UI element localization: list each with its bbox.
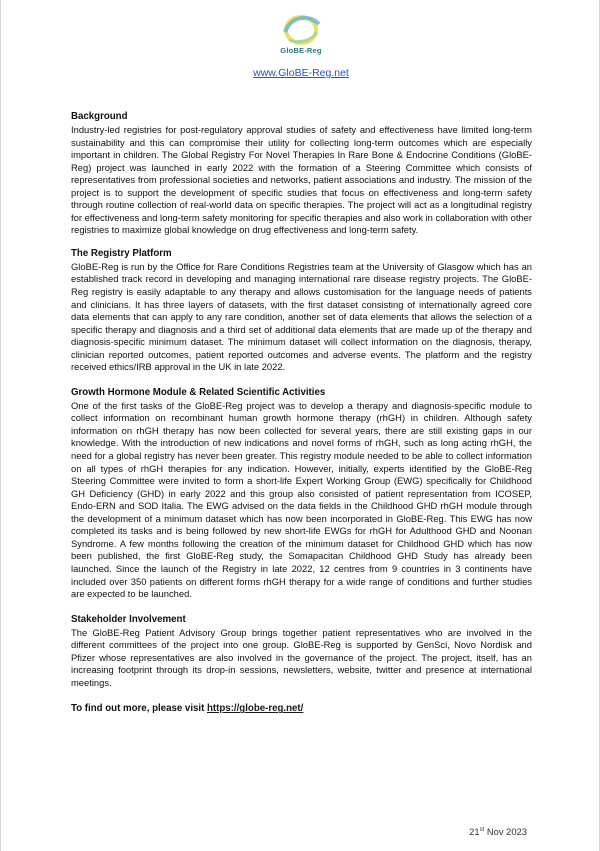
section-body: GloBE-Reg is run by the Office for Rare Conditions Registries team at the University of Glasgow which has an established track record in developing and managing international rare disease registry projects. The GloBE-Reg registry is easily adaptable to any therapy and allows customisation for the language needs of patients and clinicians. It has three layers of datasets, with the first dataset consisting of internationally agreed core data elements that can apply to any rare condition, another set of data elements that allows the selection of a specific therapy and diagnosis and a third set of additional data elements that are made up of the therapy and diagnosis-specific minimum dataset. The minimum dataset will collect information on the diagnosis, therapy, clinician reported outcomes, patient reported outcomes and adverse events. The platform and the registry received ethics/IRB approval in the UK in late 2022. (71, 260, 532, 373)
logo-text: GloBE-Reg (280, 46, 322, 55)
website-link[interactable]: www.GloBE-Reg.net (253, 67, 349, 79)
section-heading: Stakeholder Involvement (71, 613, 186, 625)
main-content (71, 110, 532, 714)
find-out-text: To find out more, please visit (71, 703, 208, 715)
globe-reg-logo (269, 10, 333, 62)
section-background (71, 110, 532, 237)
globe-reg-url-link[interactable]: https://globe-reg.net/ (207, 703, 304, 715)
document-date (469, 826, 527, 837)
section-registry-platform (71, 247, 532, 374)
date-day: 21 (469, 826, 480, 837)
section-body: Industry-led registries for post-regulatory approval studies of safety and effectiveness have limited long-term sustainability and this can compromise their utility for collecting long-term outcomes which are especially important in children. The Global Registry For Novel Therapies In Rare Bone & Endocrine Conditions (GloBE-Reg) project was launched in early 2022 with the formation of a Steering Committee which consists of representatives from professional societies and networks, patient associations and industry. The mission of the project is to support the development of specific studies that focus on effectiveness and long-term safety through routine collection of real-world data on specific therapies. The project will act as a longitudinal registry for effectiveness and long-term safety monitoring for specific therapies and also work in collaboration with other registries to maximize global knowledge on drug effectiveness and long-term safety. (71, 124, 532, 236)
section-body: One of the first tasks of the GloBE-Reg project was to develop a therapy and diagnosis-specific module to collect information on recombinant human growth hormone therapy (rhGH) in children. Although safety information on rhGH therapy has now been collected for several years, there are still existing gaps in our knowledge. With the introduction of new indications and novel forms of rhGH, such as long acting rhGH, the need for a global registry has never been greater. This registry module needed to be able to collect information on all types of rhGH therapies for any indication. However, initially, experts identified by the GloBE-Reg Steering Committee were invited to form a short-life Expert Working Group (EWG) specifically for Childhood GH Deficiency (GHD) in early 2022 and this group also consisted of patient representation from ICOSEP, Endo-ERN and SOD Italia. The EWG advised on the data fields in the Childhood GHD rhGH module through the development of a minimum dataset which has now been incorporated in GloBE-Reg. This EWG has now completed its tasks and is being followed by new short-life EWGs for rhGH for Adulthood GHD and Noonan Syndrome. A few months following the creation of the minimum dataset for Childhood GHD which has now been published, the first GloBE-Reg study, the Somapacitan Childhood GHD Study has already been launched. Since the launch of the Registry in late 2022, 12 centres from 9 countries in 3 continents have included over 350 patients on different forms rhGH therapy for a wide range of conditions and further studies are expected to be launched. (71, 399, 532, 600)
section-growth-hormone (71, 386, 532, 601)
logo-swoosh-icon (279, 10, 323, 48)
date-rest: Nov 2023 (484, 826, 527, 837)
section-heading: Growth Hormone Module & Related Scientific Activities (71, 386, 326, 398)
date-suffix: st (479, 826, 485, 833)
section-stakeholder (71, 613, 532, 690)
section-heading: Background (71, 111, 128, 122)
find-out-more (71, 703, 532, 714)
section-heading: The Registry Platform (71, 247, 172, 259)
section-body: The GloBE-Reg Patient Advisory Group brings together patient representatives who are involved in the different committees of the project into one group. GloBE-Reg is supported by GenSci, Novo Nordisk and Pfizer whose representatives are also involved in the governance of the project. The project, itself, has an increasing footprint through its drop-in sessions, newsletters, website, twitter and presence at international meetings. (71, 626, 532, 688)
